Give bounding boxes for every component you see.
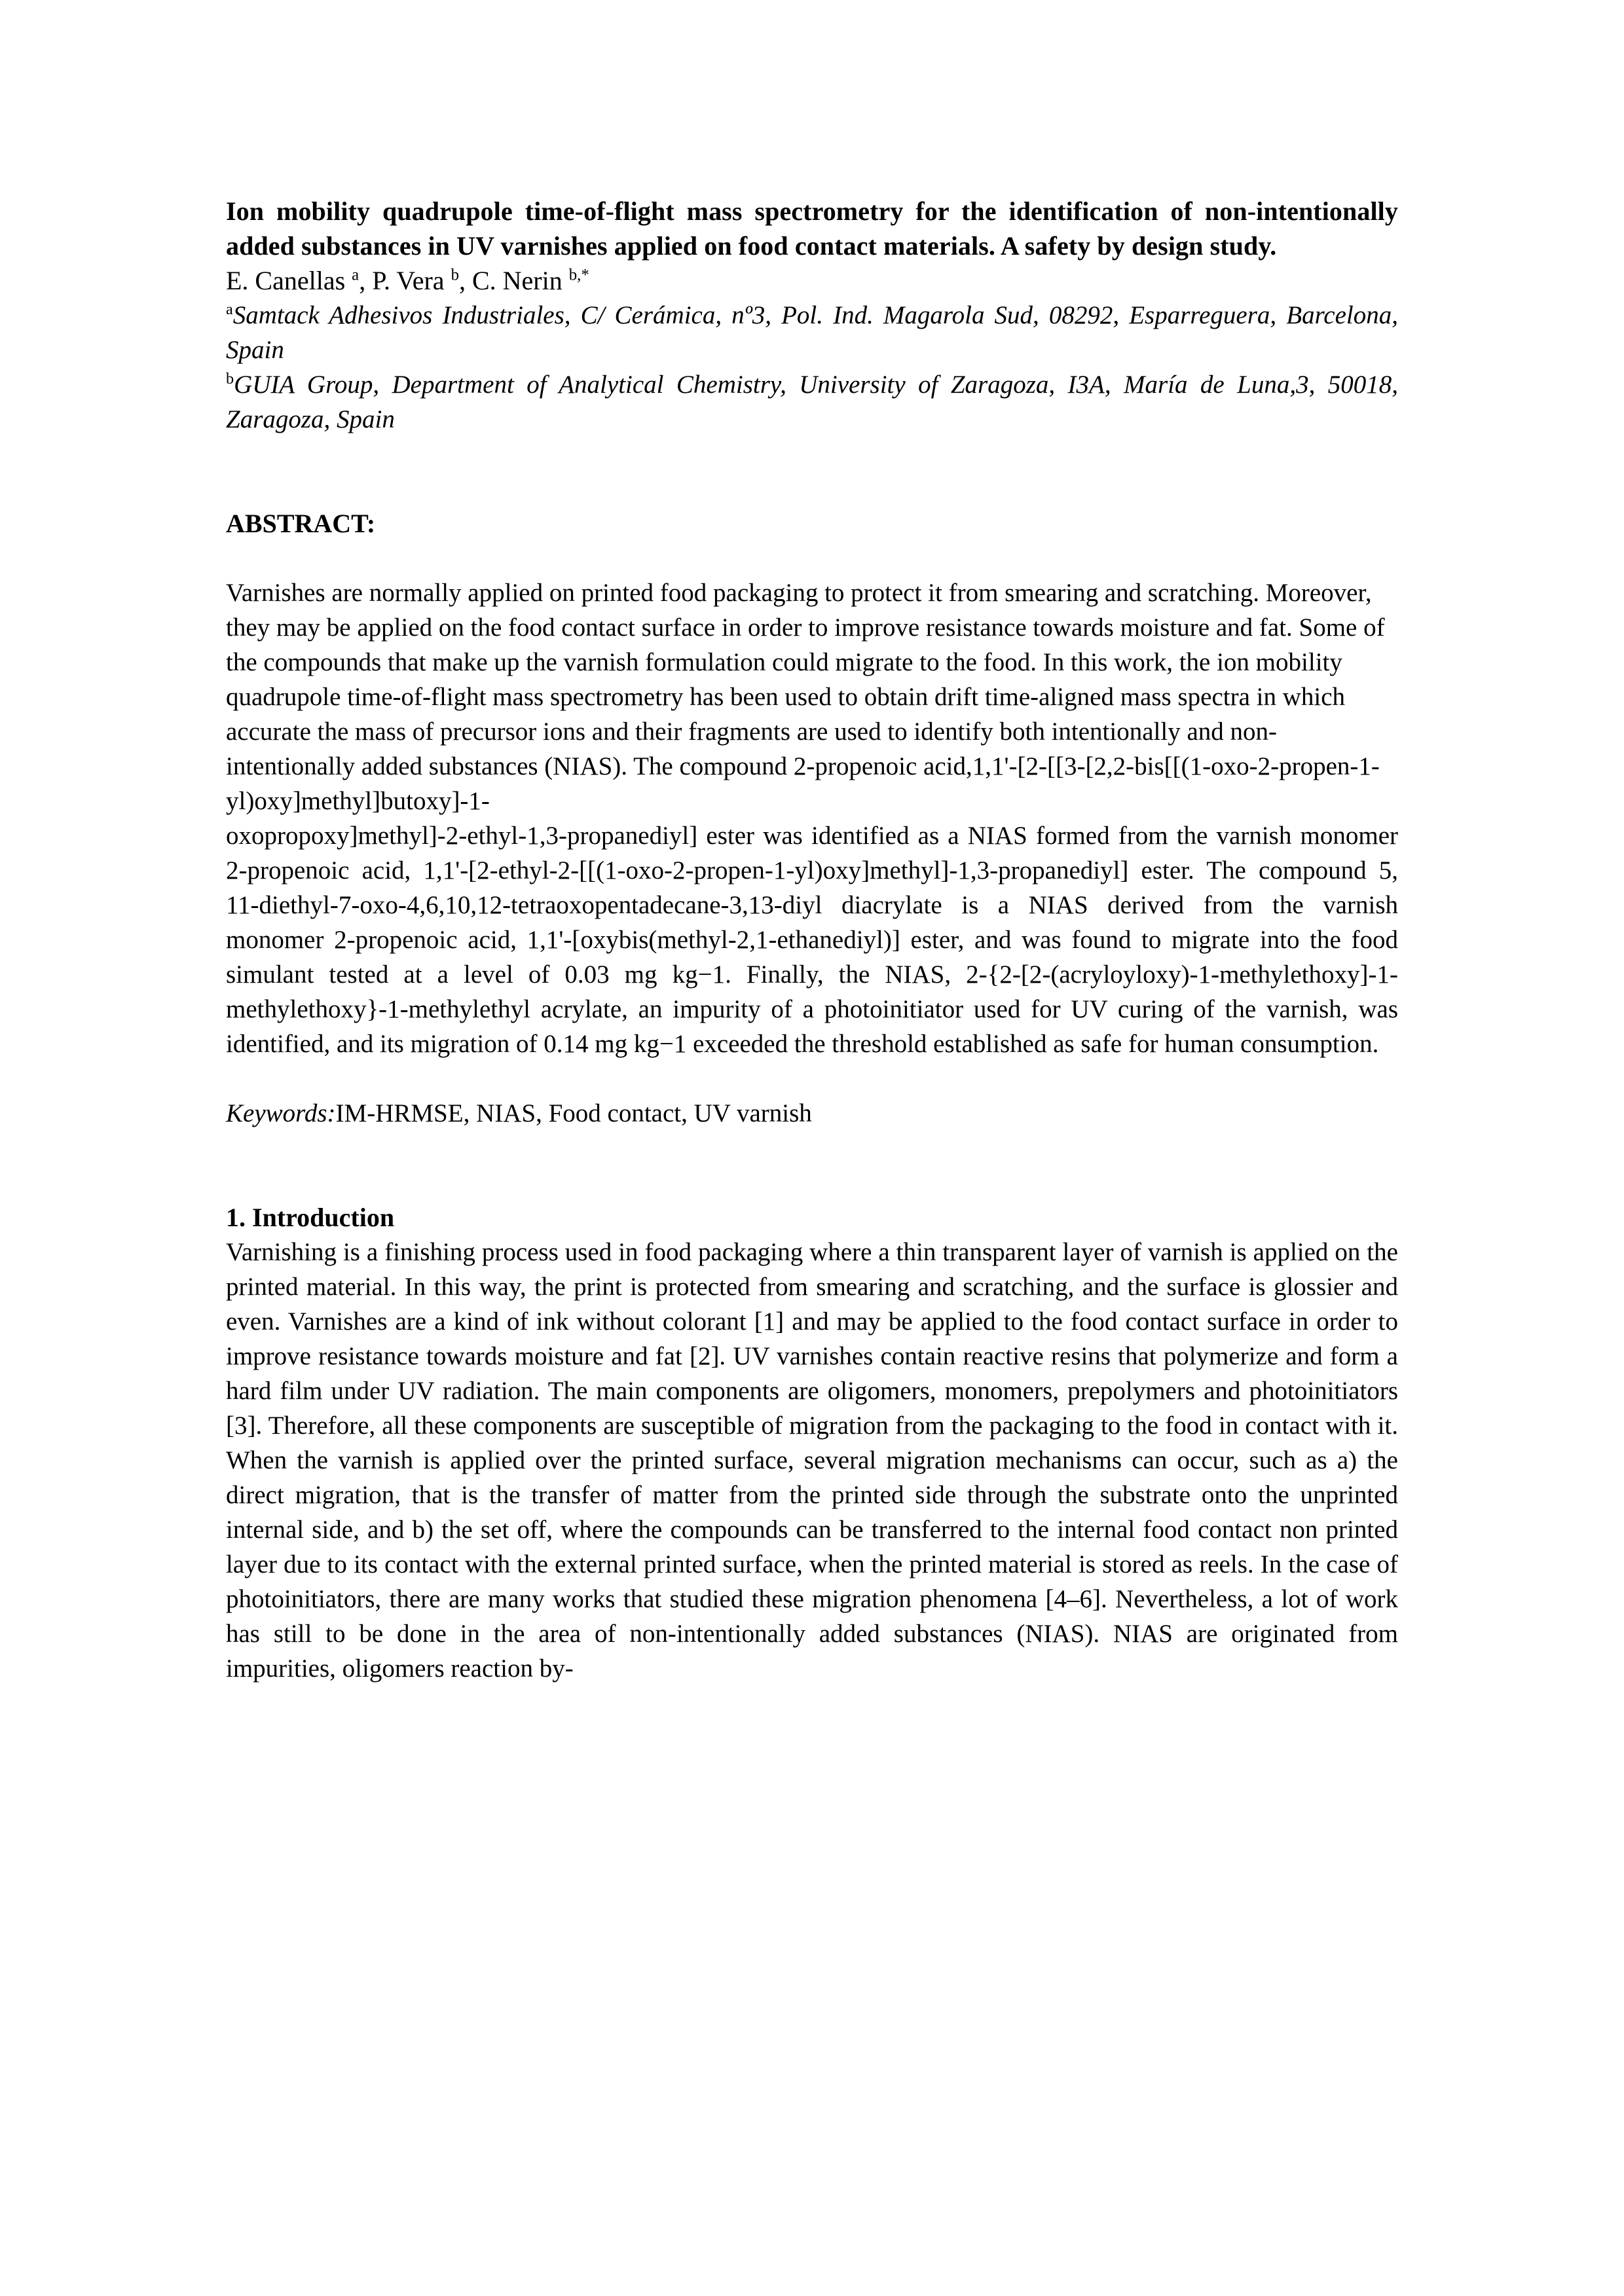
author-name-1: E. Canellas <box>226 266 352 295</box>
keywords-label: Keywords: <box>226 1099 336 1127</box>
affiliation-marker-a: a <box>226 301 233 318</box>
author-affiliation-marker-3: b,* <box>568 266 589 284</box>
spacer-before-introduction <box>226 1131 1398 1200</box>
author-name-3: C. Nerin <box>471 266 569 295</box>
affiliation-marker-b: b <box>226 370 234 388</box>
affiliation-b <box>226 367 1398 437</box>
page-content-column <box>226 194 1398 1686</box>
keywords-value: IM-HRMSE, NIAS, Food contact, UV varnish <box>335 1099 812 1127</box>
section-heading-introduction: 1. Introduction <box>226 1203 395 1232</box>
author-affiliation-marker-1: a <box>352 266 360 284</box>
author-affiliation-marker-2: b <box>451 266 459 284</box>
affiliation-a <box>226 298 1398 367</box>
abstract-heading: ABSTRACT: <box>226 509 376 538</box>
author-separator-1: , <box>359 266 373 295</box>
author-name-2: P. Vera <box>372 266 451 295</box>
affiliation-text-b: GUIA Group, Department of Analytical Chemistry, University of Zaragoza, I3A, María de Luna,3, 50018, Zaragoza, Spain <box>226 371 1398 433</box>
affiliation-text-a: Samtack Adhesivos Industriales, C/ Cerámica, nº3, Pol. Ind. Magarola Sud, 08292, Esparreguera, Barcelona, Spain <box>226 301 1398 364</box>
spacer-after-abstract-heading <box>226 541 1398 575</box>
page-title: Ion mobility quadrupole time-of-flight mass spectrometry for the identification of non-intentionally added substances in UV varnishes applied on food contact materials. A safety by design study. <box>226 196 1398 261</box>
abstract-paragraph-part2: oxopropoxy]methyl]-2-ethyl-1,3-propanediyl] ester was identified as a NIAS formed from the varnish monomer 2-propenoic acid, 1,1'-[2-ethyl-2-[[(1-oxo-2-propen-1-yl)oxy]methyl]-1,3-propanediyl] ester. The compound 5, 11-diethyl-7-oxo-4,6,10,12-tetraoxopentadecane-3,13-diyl diacrylate is a NIAS derived from the varnish monomer 2-propenoic acid, 1,1'-[oxybis(methyl-2,1-ethanediyl)] ester, and was found to migrate into the food simulant tested at a level of 0.03 mg kg−1. Finally, the NIAS, 2-{2-[2-(acryloyloxy)-1-methylethoxy]-1-methylethoxy}-1-methylethyl acrylate, an impurity of a photoinitiator used for UV curing of the varnish, was identified, and its migration of 0.14 mg kg−1 exceeded the threshold established as safe for human consumption. <box>226 822 1398 1058</box>
keywords-line <box>226 1096 1398 1131</box>
introduction-paragraph: Varnishing is a finishing process used in food packaging where a thin transparent layer of varnish is applied on the printed material. In this way, the print is protected from smearing and scratching, and the surface is glossier and even. Varnishes are a kind of ink without colorant [1] and may be applied to the food contact surface in order to improve resistance towards moisture and fat [2]. UV varnishes contain reactive resins that polymerize and form a hard film under UV radiation. The main components are oligomers, monomers, prepolymers and photoinitiators [3]. Therefore, all these components are susceptible of migration from the packaging to the food in contact with it. When the varnish is applied over the printed surface, several migration mechanisms can occur, such as a) the direct migration, that is the transfer of matter from the printed side through the substrate onto the unprinted internal side, and b) the set off, where the compounds can be transferred to the internal food contact non printed layer due to its contact with the external printed surface, when the printed material is stored as reels. In the case of photoinitiators, there are many works that studied these migration phenomena [4–6]. Nevertheless, a lot of work has still to be done in the area of non-intentionally added substances (NIAS). NIAS are originated from impurities, oligomers reaction by- <box>226 1238 1398 1683</box>
abstract-paragraph-part1: Varnishes are normally applied on printed food packaging to protect it from smearing and scratching. Moreover, they may be applied on the food contact surface in order to improve resistance towards moisture and fat. Some of the compounds that make up the varnish formulation could migrate to the food. In this work, the ion mobility quadrupole time-of-flight mass spectrometry has been used to obtain drift time-aligned mass spectra in which accurate the mass of precursor ions and their fragments are used to identify both intentionally and non-intentionally added substances (NIAS). The compound 2-propenoic acid,1,1'-[2-[[3-[2,2-bis[[(1-oxo-2-propen-1-yl)oxy]methyl]butoxy]-1- <box>226 579 1385 815</box>
author-list <box>226 263 1398 298</box>
spacer-before-keywords <box>226 1061 1398 1096</box>
spacer-before-abstract <box>226 437 1398 506</box>
author-separator-2: , <box>458 266 472 295</box>
